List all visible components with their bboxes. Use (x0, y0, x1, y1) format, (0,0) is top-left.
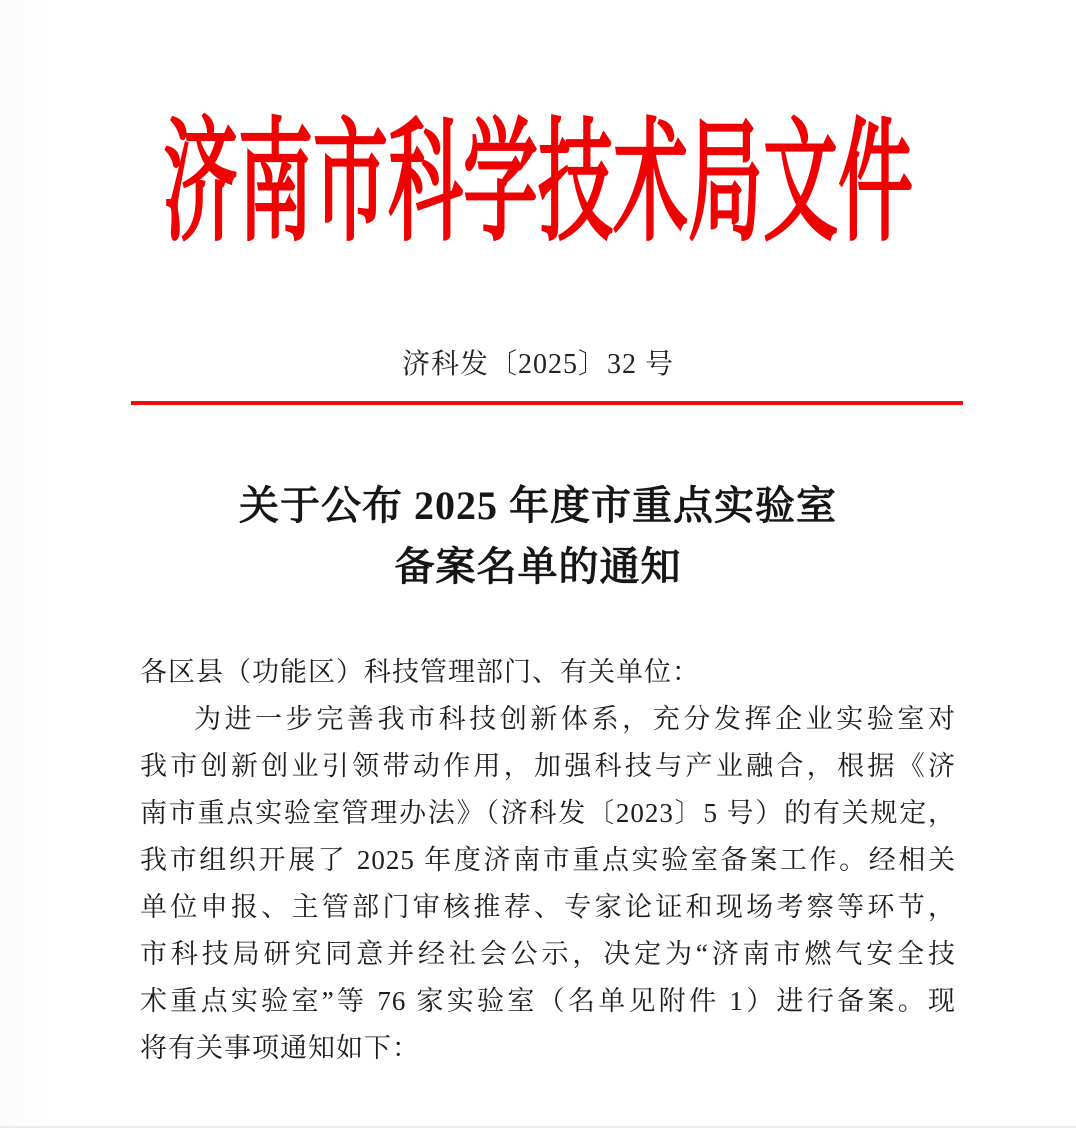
body-line: 我市创新创业引领带动作用，加强科技与产业融合，根据《济 (140, 751, 956, 781)
notice-title (123, 475, 953, 597)
red-separator-line (131, 401, 963, 405)
body-line: 术重点实验室”等 76 家实验室（名单见附件 1）进行备案。现 (140, 986, 956, 1016)
body-line: 市科技局研究同意并经社会公示，决定为“济南市燃气安全技 (140, 939, 956, 969)
salutation-line: 各区县（功能区）科技管理部门、有关单位： (140, 657, 700, 687)
body-line: 我市组织开展了 2025 年度济南市重点实验室备案工作。经相关 (140, 845, 956, 875)
letterhead-title: 济南市科学技术局文件 (162, 110, 913, 259)
body-line: 单位申报、主管部门审核推荐、专家论证和现场考察等环节， (140, 892, 956, 922)
doc-number: 济科发〔2025〕32 号 (401, 349, 674, 380)
notice-title-line2: 备案名单的通知 (394, 544, 682, 589)
notice-title-line1: 关于公布 2025 年度市重点实验室 (239, 483, 837, 528)
body-text (140, 649, 956, 1072)
body-line: 为进一步完善我市科技创新体系，充分发挥企业实验室对 (194, 704, 956, 734)
body-closing-line: 将有关事项通知如下： (140, 1033, 420, 1063)
body-line: 南市重点实验室管理办法》（济科发〔2023〕5 号）的有关规定， (140, 798, 956, 828)
